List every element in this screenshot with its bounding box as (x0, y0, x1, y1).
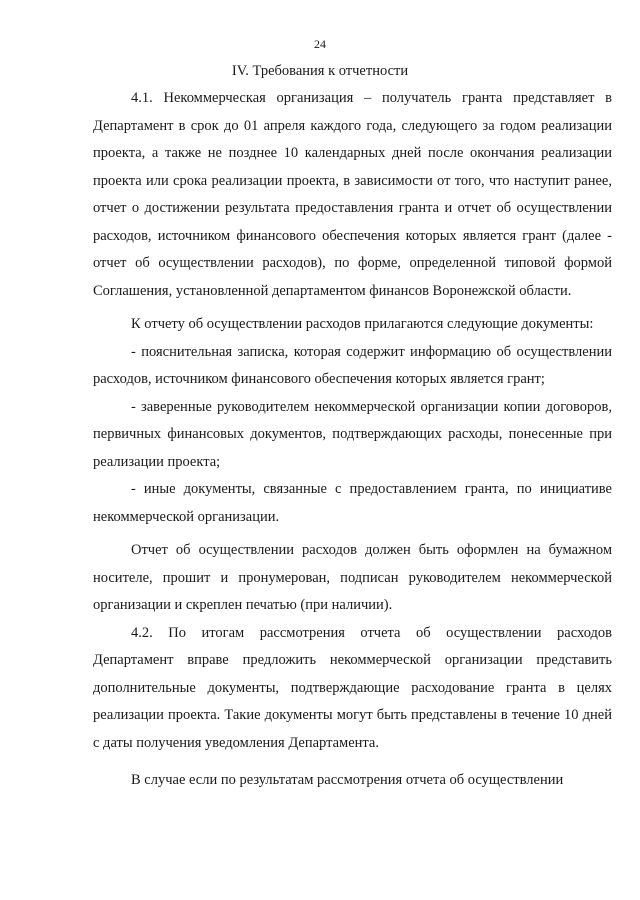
paragraph-4-2: 4.2. По итогам рассмотрения отчета об осуществлении расходов Департамент вправе предложить некоммерческой организации представить дополнительные документы, подтверждающие расходование гранта в целях реализации проекта. Такие документы могут быть представлены в течение 10 дней с даты получения уведомления Департамента. (93, 624, 612, 751)
paragraph-continuation: В случае если по результатам рассмотрения отчета об осуществлении (131, 772, 564, 788)
paragraph-attachments-intro: К отчету об осуществлении расходов прилагаются следующие документы: (131, 316, 594, 332)
list-item-explanatory-note: - пояснительная записка, которая содержит информацию об осуществлении расходов, источником финансового обеспечения которых является грант; (93, 343, 612, 387)
section-title: IV. Требования к отчетности (231, 63, 409, 79)
paragraph-report-format: Отчет об осуществлении расходов должен быть оформлен на бумажном носителе, прошит и пронумерован, подписан руководителем некоммерческой организации и скреплен печатью (при наличии). (93, 542, 612, 613)
page-number: 24 (314, 37, 326, 51)
list-item-other-documents: - иные документы, связанные с предоставлением гранта, по инициативе некоммерческой организации. (93, 481, 612, 525)
document-body (93, 85, 612, 795)
list-item-certified-copies: - заверенные руководителем некоммерческой организации копии договоров, первичных финансовых документов, подтверждающих расходы, понесенные при реализации проекта; (93, 398, 612, 470)
paragraph-4-1: 4.1. Некоммерческая организация – получатель гранта представляет в Департамент в срок до 01 апреля каждого года, следующего за годом реализации проекта, а также не позднее 10 календарных дней после окончания реализации проекта или срока реализации проекта, в зависимости от того, что наступит ранее, отчет о достижении результата предоставления гранта и отчет об осуществлении расходов, источником финансового обеспечения которых является грант (далее - отчет об осуществлении расходов), по форме, определенной типовой формой Соглашения, установленной департаментом финансов Воронежской области. (93, 90, 612, 299)
